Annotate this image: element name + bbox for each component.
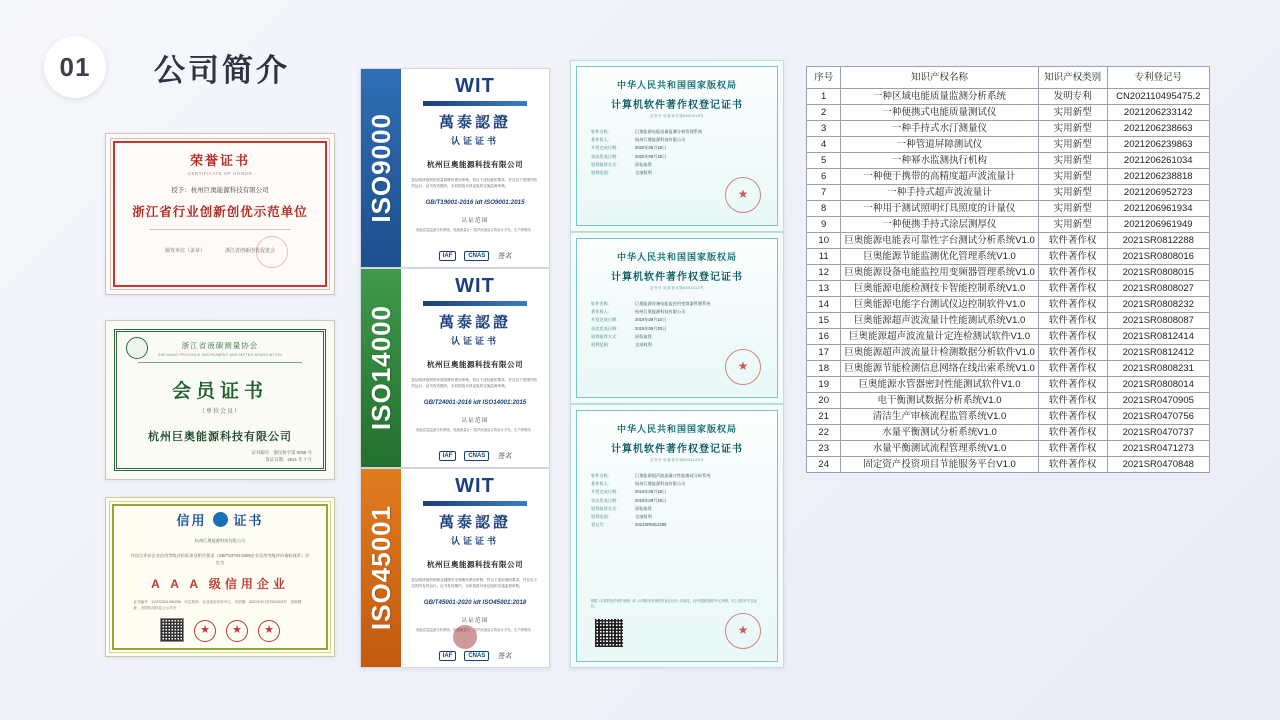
honor-certificate-subtitle: CERTIFICATE OF HONOR (187, 171, 253, 176)
copyright-field (591, 316, 763, 324)
iso-scope-text: 电能质量监测分析系统、电磁流量计、超声波流量计的设计开发、生产和服务 (415, 427, 532, 432)
software-copyright-certificate-3[interactable] (570, 404, 784, 668)
copyright-field (591, 521, 763, 529)
cell-name: 一种手持式水汀测量仪 (841, 121, 1038, 137)
page-title: 公司简介 (154, 52, 290, 88)
field-label: 著作权人： (591, 309, 612, 315)
cell-category: 软件著作权 (1038, 425, 1107, 441)
cell-name: 巨奥能源超声波流量计检测数据分析软件V1.0 (841, 345, 1038, 361)
column-header-number: 专利登记号 (1107, 67, 1210, 89)
field-label: 权利取得方式： (591, 505, 621, 511)
wit-logo: WIT (455, 475, 495, 497)
field-value: 杭州巨奥能源科技有限公司 (635, 481, 686, 487)
cell-category: 软件著作权 (1038, 361, 1107, 377)
cell-number: 2021SR0470756 (1107, 409, 1210, 425)
cell-number: 2021SR0808231 (1107, 361, 1210, 377)
table-row (807, 121, 1210, 137)
divider (138, 362, 302, 363)
iso-brand: 萬泰認證 (438, 514, 511, 531)
table-row (807, 345, 1210, 361)
cell-number: 2021206961934 (1107, 201, 1210, 217)
credit-seal-icon (213, 512, 228, 527)
field-value: 全部权利 (635, 342, 652, 348)
cell-name: 清洁生产审核流程监管系统V1.0 (841, 409, 1038, 425)
field-label: 权利范围： (591, 514, 612, 520)
cell-name: 水量平衡测试分析系统V1.0 (841, 425, 1038, 441)
credit-certificate-desc: 经综合评价企业信用等级评价标准及相关要求（GB/T23794-2009企业信用等级评价指标体系）评定为 (130, 553, 310, 565)
iaf-mark-icon: IAF (439, 251, 457, 261)
cell-name: 一种幂水监测执行机构 (841, 153, 1038, 169)
member-certificate[interactable] (105, 320, 335, 480)
iso-scope-text: 电能质量监测分析系统、电磁流量计、超声波流量计的设计开发、生产和服务 (415, 627, 532, 632)
slide-header (44, 36, 290, 98)
field-value: 杭州巨奥能源科技有限公司 (635, 137, 686, 143)
table-row (807, 89, 1210, 105)
table-row (807, 297, 1210, 313)
field-label: 著作权人： (591, 481, 612, 487)
qr-code-icon (595, 619, 623, 647)
cell-category: 软件著作权 (1038, 249, 1107, 265)
wit-logo: WIT (455, 75, 495, 97)
column-header-name: 知识产权名称 (841, 67, 1038, 89)
honor-certificate-title: 荣誉证书 (189, 153, 250, 168)
cell-name: 一种管道屏障测试仪 (841, 137, 1038, 153)
cell-name: 巨奥能源电能表可靠性字台测试分析系统V1.0 (841, 233, 1038, 249)
iso-company: 杭州巨奥能源科技有限公司 (427, 560, 523, 569)
cell-number: 2021206233142 (1107, 105, 1210, 121)
credit-certificate-title-right: 证书 (233, 513, 264, 528)
cell-index: 19 (807, 377, 841, 393)
cell-category: 软件著作权 (1038, 297, 1107, 313)
intellectual-property-table-wrapper (806, 66, 1210, 473)
credit-certificate-title-left: 信用 (176, 513, 207, 528)
iso-standard: GB/T24001-2016 idt ISO14001:2015 (423, 398, 527, 406)
field-value: 全部权利 (635, 170, 652, 176)
wit-logo: WIT (455, 275, 495, 297)
field-value: 2021SR0812288 (635, 522, 667, 528)
table-row (807, 249, 1210, 265)
field-label: 首次发表日期： (591, 325, 621, 331)
cell-number: 2021206238663 (1107, 121, 1210, 137)
table-row (807, 233, 1210, 249)
field-label: 软件名称： (591, 129, 612, 134)
cell-name: 水量平衡测试流程管理系统V1.0 (841, 441, 1038, 457)
cell-name: 一种区域电能质量监测分析系统 (841, 89, 1038, 105)
red-stamp-icon: ★ (725, 613, 761, 649)
iso-45001-certificate[interactable] (360, 468, 550, 668)
cell-number: 2021SR0812288 (1107, 233, 1210, 249)
red-stamp-icon (453, 625, 477, 649)
table-row (807, 217, 1210, 233)
copyright-authority: 中华人民共和国国家版权局 (616, 424, 737, 434)
field-value: 杭州巨奥能源科技有限公司 (635, 309, 686, 315)
cell-name: 巨奥能源设备电能监控用变频器管理系统V1.0 (841, 265, 1038, 281)
table-row (807, 313, 1210, 329)
cell-category: 实用新型 (1038, 185, 1107, 201)
cell-category: 软件著作权 (1038, 377, 1107, 393)
copyright-title: 计算机软件著作权登记证书 (611, 444, 743, 455)
table-row (807, 105, 1210, 121)
cell-index: 23 (807, 441, 841, 457)
iso-standard: GB/T19001-2016 idt ISO9001:2015 (425, 198, 525, 206)
field-value: 巨奥能源设备电能监控用变频器管理系统 (635, 301, 711, 306)
cell-category: 实用新型 (1038, 169, 1107, 185)
iso-brand: 萬泰認證 (438, 114, 511, 131)
cell-index: 12 (807, 265, 841, 281)
iso-scope-label: 认证范围 (461, 617, 489, 624)
table-row (807, 441, 1210, 457)
qr-code-icon (160, 618, 184, 642)
intellectual-property-table (806, 66, 1210, 473)
table-row (807, 425, 1210, 441)
table-row (807, 153, 1210, 169)
member-certificate-type: （单位会员） (198, 409, 241, 415)
iso-subtitle: 认证证书 (450, 136, 499, 146)
copyright-field (591, 308, 763, 316)
cell-index: 20 (807, 393, 841, 409)
iso-scope-label: 认证范围 (461, 217, 489, 224)
copyright-authority: 中华人民共和国国家版权局 (616, 252, 737, 262)
iso-side-text: ISO45001 (365, 505, 396, 631)
software-copyright-certificate-2[interactable] (570, 232, 784, 404)
credit-certificate-body: 证书编号：XYZS2021080256 评定机构：企业信用评价中心 有效期：2021年8月至2024年8月 查询网址：全国信用信息公示平台 (133, 600, 302, 610)
table-row (807, 361, 1210, 377)
star-stamp-icon: ★ (258, 620, 280, 642)
copyright-authority: 中华人民共和国国家版权局 (616, 80, 737, 90)
copyright-field (591, 128, 763, 136)
table-row (807, 409, 1210, 425)
iso-signature: 签名 (497, 453, 512, 460)
red-stamp-icon: ★ (725, 177, 761, 213)
iso-brand: 萬泰認證 (438, 314, 511, 331)
field-value: 2019年08月10日 (635, 317, 667, 323)
cell-category: 实用新型 (1038, 137, 1107, 153)
cell-category: 实用新型 (1038, 121, 1107, 137)
cell-number: 2021SR0812414 (1107, 329, 1210, 345)
copyright-field (591, 505, 763, 513)
field-value: 全部权利 (635, 514, 652, 520)
field-label: 软件名称： (591, 473, 612, 478)
cell-category: 软件著作权 (1038, 441, 1107, 457)
iso-body-text: 兹证明该组织的职业健康安全管理体系经审核，符合下述标准的要求，并在以下范围内有效运行。证书有效期内，本机构将对获证组织实施监督审核。 (411, 578, 538, 589)
cell-number: 2021206261034 (1107, 153, 1210, 169)
member-certificate-company: 杭州巨奥能源科技有限公司 (148, 431, 292, 443)
iso-side-text: ISO9000 (365, 113, 396, 223)
field-label: 权利取得方式： (591, 333, 621, 339)
copyright-field (591, 488, 763, 496)
cell-category: 软件著作权 (1038, 265, 1107, 281)
cell-number: 2021SR0470905 (1107, 393, 1210, 409)
member-certificate-date: 发证日期：2021 年 7 月 (265, 457, 312, 462)
cell-number: 2021SR0808016 (1107, 249, 1210, 265)
field-label: 权利范围： (591, 342, 612, 348)
field-label: 开发完成日期： (591, 145, 621, 151)
iso-signature: 签名 (497, 253, 512, 260)
cell-index: 9 (807, 217, 841, 233)
table-row (807, 329, 1210, 345)
copyright-note: 根据《计算机软件保护条例》和《计算机软件著作权登记办法》的规定，经中国版权保护中心审核，对上述软件予以登记。 (591, 598, 757, 608)
cell-index: 24 (807, 457, 841, 473)
red-stamp-icon (256, 236, 288, 268)
cell-number: CN202110495475.2 (1107, 89, 1210, 105)
field-value: 2020年05月18日 (635, 145, 667, 151)
honor-certificate[interactable] (105, 133, 335, 295)
column-header-category: 知识产权类别 (1038, 67, 1107, 89)
copyright-field (591, 300, 763, 308)
field-label: 软件名称： (591, 301, 612, 306)
cell-number: 2021206961949 (1107, 217, 1210, 233)
field-value: 原始取得 (635, 333, 652, 339)
section-number: 01 (44, 36, 106, 98)
cell-category: 实用新型 (1038, 217, 1107, 233)
iso-9001-certificate[interactable] (360, 68, 550, 268)
cell-index: 5 (807, 153, 841, 169)
cell-number: 2021SR0808232 (1107, 297, 1210, 313)
copyright-number: 证书号 软著登字第6604412号 (649, 286, 705, 290)
copyright-number: 证书号 软著登字第8054125号 (649, 458, 705, 462)
copyright-field (591, 480, 763, 488)
table-row (807, 377, 1210, 393)
copyright-field (591, 169, 763, 177)
iso-subtitle: 认证证书 (450, 336, 499, 346)
cell-name: 固定资产投资项目节能服务平台V1.0 (841, 457, 1038, 473)
field-value: 巨奥能源电能质量监测分析管理系统 (635, 129, 703, 134)
cell-index: 8 (807, 201, 841, 217)
iso-45001-side-label (361, 469, 401, 667)
iso-company: 杭州巨奥能源科技有限公司 (427, 360, 523, 369)
table-row (807, 457, 1210, 473)
cell-category: 发明专利 (1038, 89, 1107, 105)
logo-bar (423, 101, 527, 106)
cell-index: 22 (807, 425, 841, 441)
cnas-mark-icon: CNAS (464, 451, 489, 461)
cell-name: 一种便于携带的高精度超声波流量计 (841, 169, 1038, 185)
cell-name: 巨奥能源节能监测优化管理系统V1.0 (841, 249, 1038, 265)
field-value: 原始取得 (635, 505, 652, 511)
copyright-field (591, 513, 763, 521)
cell-name: 巨奥能源水管器密封性能测试软件V1.0 (841, 377, 1038, 393)
cell-index: 11 (807, 249, 841, 265)
cell-index: 14 (807, 297, 841, 313)
field-label: 开发完成日期： (591, 317, 621, 323)
field-value: 2019年08月18日 (635, 489, 667, 495)
cell-name: 巨奥能源超声波流量计性能测试系统V1.0 (841, 313, 1038, 329)
honor-certificate-issuer-label: 颁发单位（盖章） (164, 248, 205, 254)
cell-number: 2021SR0812412 (1107, 345, 1210, 361)
iso-company: 杭州巨奥能源科技有限公司 (427, 160, 523, 169)
cell-index: 4 (807, 137, 841, 153)
cell-category: 软件著作权 (1038, 409, 1107, 425)
copyright-field (591, 341, 763, 349)
member-certificate-number: 证书编号：浙仪协字第 0056 号 (251, 450, 312, 455)
cell-number: 2021SR0471273 (1107, 441, 1210, 457)
credit-certificate-org: 杭州巨奥能源科技有限公司 (194, 538, 246, 543)
member-certificate-association: 浙江省液碳测量协会 (181, 341, 259, 350)
cell-index: 17 (807, 345, 841, 361)
table-row (807, 185, 1210, 201)
table-header-row (807, 67, 1210, 89)
field-label: 权利取得方式： (591, 161, 621, 167)
cell-category: 实用新型 (1038, 105, 1107, 121)
member-certificate-title: 会员证书 (171, 381, 268, 402)
copyright-field (591, 161, 763, 169)
cell-number: 2021SR0808087 (1107, 313, 1210, 329)
iso-scope-text: 电能质量监测分析系统、电磁流量计、超声波流量计的设计开发、生产和服务 (415, 227, 532, 232)
honor-certificate-award: 浙江省行业创新创优示范单位 (132, 205, 308, 219)
table-row (807, 137, 1210, 153)
cell-number: 2021206952723 (1107, 185, 1210, 201)
cell-number: 2021SR0808014 (1107, 377, 1210, 393)
cell-number: 2021206238818 (1107, 169, 1210, 185)
field-label: 权利范围： (591, 170, 612, 176)
cell-name: 电干衡测试数据分析系统V1.0 (841, 393, 1038, 409)
field-value: 2019年09月18日 (635, 497, 667, 503)
cell-category: 实用新型 (1038, 201, 1107, 217)
copyright-field (591, 472, 763, 480)
credit-certificate-grade: A A A 级信用企业 (151, 577, 289, 591)
cell-index: 3 (807, 121, 841, 137)
copyright-title: 计算机软件著作权登记证书 (611, 272, 743, 283)
field-label: 著作权人： (591, 137, 612, 143)
honor-certificate-issuer: 浙江省创新创优促进会 (225, 248, 276, 254)
copyright-number: 证书号 软著登字第6600418号 (649, 114, 705, 118)
cell-category: 软件著作权 (1038, 233, 1107, 249)
cell-name: 一种便携式电能质量测试仪 (841, 105, 1038, 121)
field-label: 首次发表日期： (591, 497, 621, 503)
cell-index: 1 (807, 89, 841, 105)
certificate-frame (576, 66, 778, 226)
copyright-title: 计算机软件著作权登记证书 (611, 100, 743, 111)
cell-number: 2021SR0470848 (1107, 457, 1210, 473)
iaf-mark-icon: IAF (439, 451, 457, 461)
cell-index: 16 (807, 329, 841, 345)
iso-14001-certificate[interactable] (360, 268, 550, 468)
cell-category: 软件著作权 (1038, 457, 1107, 473)
field-value: 巨奥能源超声波流量计性能测试分析系统 (635, 473, 711, 478)
cell-category: 软件著作权 (1038, 329, 1107, 345)
cell-name: 巨奥能源超声波流量计定连检测试软件V1.0 (841, 329, 1038, 345)
cell-name: 巨奥能源节能检测信息网络在线出索系统V1.0 (841, 361, 1038, 377)
copyright-field (591, 325, 763, 333)
cell-category: 软件著作权 (1038, 393, 1107, 409)
cell-category: 实用新型 (1038, 153, 1107, 169)
field-label: 登记号： (591, 522, 608, 528)
table-row (807, 201, 1210, 217)
cell-index: 21 (807, 409, 841, 425)
cell-category: 软件著作权 (1038, 281, 1107, 297)
iso-body-text: 兹证明该组织的环境管理体系经审核，符合下述标准的要求，并在以下范围内有效运行。证书有效期内，本机构将对获证组织实施监督审核。 (411, 378, 538, 389)
credit-certificate[interactable] (105, 497, 335, 657)
cnas-mark-icon: CNAS (464, 651, 489, 661)
copyright-field (591, 136, 763, 144)
cell-name: 一种手持式超声波流量计 (841, 185, 1038, 201)
copyright-field (591, 333, 763, 341)
field-label: 开发完成日期： (591, 489, 621, 495)
copyright-field (591, 144, 763, 152)
cell-index: 2 (807, 105, 841, 121)
divider (149, 229, 290, 230)
cell-category: 软件著作权 (1038, 313, 1107, 329)
cell-index: 18 (807, 361, 841, 377)
cell-name: 一种便携手持式涂层测厚仪 (841, 217, 1038, 233)
iso-signature: 签名 (497, 653, 512, 660)
star-stamp-icon: ★ (194, 620, 216, 642)
cell-index: 10 (807, 233, 841, 249)
cell-index: 15 (807, 313, 841, 329)
cell-name: 巨奥能源电能检测技卡智能控制系统V1.0 (841, 281, 1038, 297)
honor-certificate-awardee: 授予：杭州巨奥能源科技有限公司 (171, 187, 269, 194)
copyright-field (591, 497, 763, 505)
cell-name: 巨奥能源电能字台测试仪边控制软件V1.0 (841, 297, 1038, 313)
iso-9001-side-label (361, 69, 401, 267)
iso-body-text: 兹证明该组织的质量管理体系经审核，符合下述标准的要求，并在以下范围内有效运行。证书有效期内，本机构将对获证组织实施监督审核。 (411, 178, 538, 189)
cell-category: 软件著作权 (1038, 345, 1107, 361)
logo-bar (423, 301, 527, 306)
table-row (807, 393, 1210, 409)
cell-number: 2021SR0808015 (1107, 265, 1210, 281)
iaf-mark-icon: IAF (439, 651, 457, 661)
table-row (807, 169, 1210, 185)
cell-number: 2021SR0470737 (1107, 425, 1210, 441)
member-certificate-association-en: ZHEJIANG PROVINCE INSTRUMENT AND METER ASSOCIATION (157, 353, 283, 357)
iso-14001-side-label (361, 269, 401, 467)
copyright-field (591, 153, 763, 161)
cell-index: 6 (807, 169, 841, 185)
certificate-frame (576, 238, 778, 398)
red-stamp-icon: ★ (725, 349, 761, 385)
cell-index: 7 (807, 185, 841, 201)
field-label: 首次发表日期： (591, 153, 621, 159)
cell-index: 13 (807, 281, 841, 297)
field-value: 2019年09月20日 (635, 325, 667, 331)
iso-subtitle: 认证证书 (450, 536, 499, 546)
certificate-frame (576, 410, 778, 662)
iso-side-text: ISO14000 (365, 305, 396, 431)
star-stamp-icon: ★ (226, 620, 248, 642)
field-value: 原始取得 (635, 161, 652, 167)
cnas-mark-icon: CNAS (464, 251, 489, 261)
field-value: 2020年06月18日 (635, 153, 667, 159)
cell-number: 2021SR0808027 (1107, 281, 1210, 297)
table-row (807, 265, 1210, 281)
table-row (807, 281, 1210, 297)
iso-scope-label: 认证范围 (461, 417, 489, 424)
logo-bar (423, 501, 527, 506)
iso-standard: GB/T45001-2020 idt ISO45001:2018 (423, 598, 527, 606)
software-copyright-certificate-1[interactable] (570, 60, 784, 232)
cell-number: 2021206239863 (1107, 137, 1210, 153)
column-header-index: 序号 (807, 67, 841, 89)
cell-name: 一种用于测试照明灯具照度的计量仪 (841, 201, 1038, 217)
